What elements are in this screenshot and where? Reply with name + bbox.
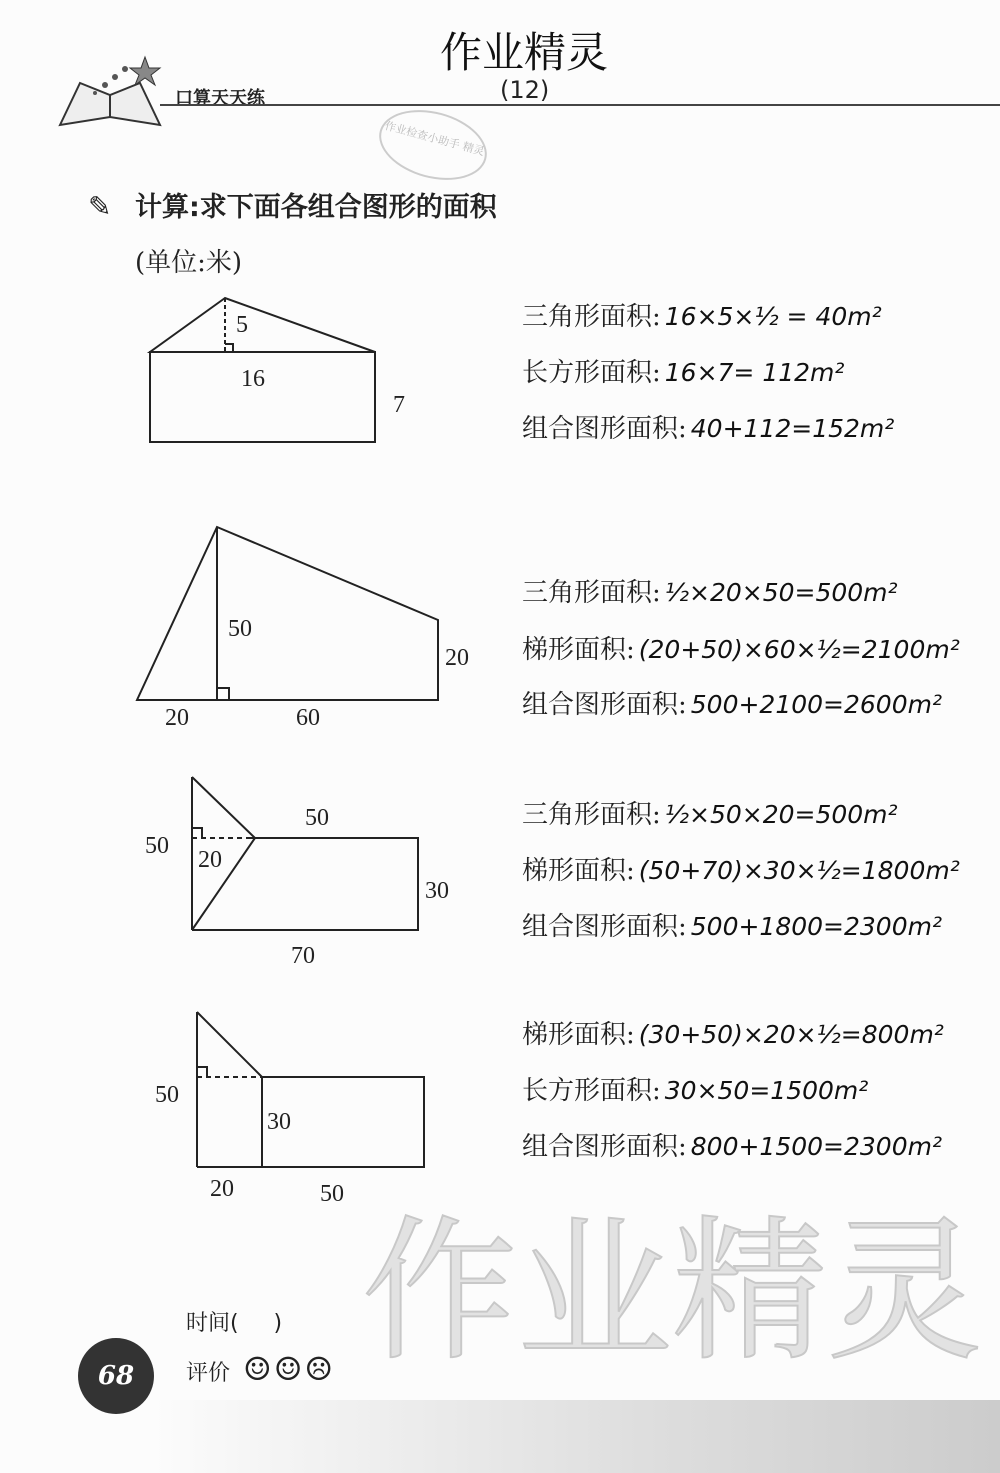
dim-label: 20 bbox=[198, 847, 222, 873]
dim-label: 5 bbox=[236, 312, 248, 338]
dim-label: 50 bbox=[155, 1082, 179, 1108]
neutral-face-icon[interactable]: ☺ bbox=[273, 1350, 305, 1388]
answer-row: 长方形面积: 16×7= 112m² bbox=[522, 358, 845, 388]
dim-label: 20 bbox=[210, 1176, 234, 1202]
dim-label: 70 bbox=[291, 943, 315, 969]
dim-label: 30 bbox=[267, 1109, 291, 1135]
watermark: 作业精灵 bbox=[362, 1201, 982, 1382]
answer-row: 组合图形面积: 40+112=152m² bbox=[522, 414, 895, 444]
time-field: 时间( ) bbox=[186, 1311, 283, 1336]
dim-label: 30 bbox=[425, 878, 449, 904]
answer-row: 长方形面积: 30×50=1500m² bbox=[522, 1076, 869, 1106]
answer-row: 梯形面积: (50+70)×30×½=1800m² bbox=[522, 856, 960, 886]
dim-label: 50 bbox=[228, 616, 252, 642]
unit-note: (单位:米) bbox=[135, 248, 243, 278]
section-title: 计算:求下面各组合图形的面积 bbox=[135, 192, 497, 223]
series-title: 口算天天练 bbox=[175, 88, 265, 109]
figure-3-shape bbox=[192, 777, 418, 930]
happy-face-icon[interactable]: ☺ bbox=[243, 1350, 274, 1388]
dim-label: 50 bbox=[305, 805, 329, 831]
footer-band bbox=[150, 1400, 1000, 1473]
dim-label: 16 bbox=[241, 366, 265, 392]
answer-row: 梯形面积: (30+50)×20×½=800m² bbox=[522, 1020, 944, 1050]
pencil-book-icon: ✎ bbox=[88, 190, 112, 223]
answer-row: 梯形面积: (20+50)×60×½=2100m² bbox=[522, 635, 960, 665]
figure-4-shape bbox=[197, 1012, 424, 1167]
dim-label: 20 bbox=[445, 645, 469, 671]
rating-faces[interactable] bbox=[243, 1350, 335, 1388]
answer-row: 三角形面积: ½×50×20=500m² bbox=[522, 800, 898, 830]
answer-row: 组合图形面积: 500+2100=2600m² bbox=[522, 690, 942, 720]
lesson-number: (12) bbox=[500, 76, 550, 104]
dim-label: 60 bbox=[296, 705, 320, 731]
answer-row: 组合图形面积: 800+1500=2300m² bbox=[522, 1132, 942, 1162]
page-number: 68 bbox=[78, 1338, 154, 1414]
answer-row: 三角形面积: ½×20×50=500m² bbox=[522, 578, 898, 608]
dim-label: 20 bbox=[165, 705, 189, 731]
sad-face-icon[interactable]: ☹ bbox=[304, 1350, 336, 1388]
answer-row: 三角形面积: 16×5×½ = 40m² bbox=[522, 302, 882, 332]
dim-label: 7 bbox=[393, 392, 405, 418]
dim-label: 50 bbox=[145, 833, 169, 859]
rating-label: 评价 bbox=[186, 1361, 231, 1386]
figure-2-shape bbox=[137, 527, 438, 700]
handwritten-title: 作业精灵 bbox=[440, 28, 609, 77]
dim-label: 50 bbox=[320, 1181, 344, 1207]
answer-row: 组合图形面积: 500+1800=2300m² bbox=[522, 912, 942, 942]
check-stamp: 作业检查小助手 精灵 bbox=[371, 99, 494, 191]
